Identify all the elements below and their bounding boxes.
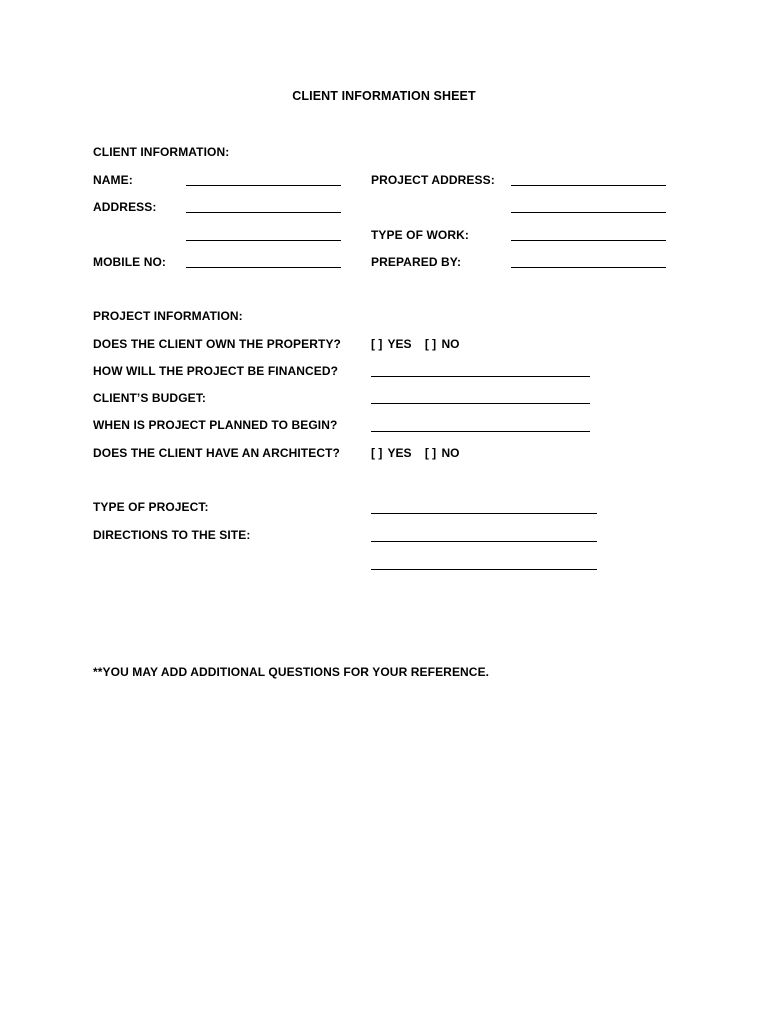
yes-label: YES	[387, 337, 412, 351]
name-field-line[interactable]	[186, 185, 341, 186]
financed-field-line[interactable]	[371, 376, 590, 377]
directions-label: DIRECTIONS TO THE SITE:	[93, 528, 251, 542]
prepared-by-field-line[interactable]	[511, 267, 666, 268]
address-label: ADDRESS:	[93, 200, 157, 214]
architect-question: DOES THE CLIENT HAVE AN ARCHITECT?	[93, 446, 340, 460]
checkbox[interactable]: [ ]	[424, 337, 437, 351]
name-label: NAME:	[93, 173, 133, 187]
checkbox[interactable]: [ ]	[371, 337, 383, 351]
budget-question: CLIENT’S BUDGET:	[93, 391, 206, 405]
budget-field-line[interactable]	[371, 403, 590, 404]
page-title: CLIENT INFORMATION SHEET	[292, 89, 476, 103]
address-field-line-1[interactable]	[186, 212, 341, 213]
type-of-work-field-line[interactable]	[511, 240, 666, 241]
type-of-project-field-line[interactable]	[371, 513, 597, 514]
yes-label: YES	[387, 446, 412, 460]
checkbox[interactable]: [ ]	[424, 446, 437, 460]
architect-yes-option[interactable]	[371, 446, 411, 460]
project-address-field-line-2[interactable]	[511, 212, 666, 213]
own-property-yes-option[interactable]	[371, 337, 411, 351]
project-address-label: PROJECT ADDRESS:	[371, 173, 495, 187]
begin-question: WHEN IS PROJECT PLANNED TO BEGIN?	[93, 418, 338, 432]
financed-question: HOW WILL THE PROJECT BE FINANCED?	[93, 364, 339, 378]
project-address-field-line[interactable]	[511, 185, 666, 186]
mobile-no-field-line[interactable]	[186, 267, 341, 268]
prepared-by-label: PREPARED BY:	[371, 255, 462, 269]
no-label: NO	[441, 337, 460, 351]
own-property-question: DOES THE CLIENT OWN THE PROPERTY?	[93, 337, 341, 351]
no-label: NO	[441, 446, 460, 460]
footer-note: **YOU MAY ADD ADDITIONAL QUESTIONS FOR YOUR REFERENCE.	[93, 665, 490, 679]
directions-field-line-2[interactable]	[371, 569, 597, 570]
architect-no-option[interactable]	[425, 446, 460, 460]
address-field-line-2[interactable]	[186, 240, 341, 241]
project-information-heading: PROJECT INFORMATION:	[93, 309, 243, 323]
begin-field-line[interactable]	[371, 431, 590, 432]
own-property-choices	[371, 337, 459, 351]
client-information-heading: CLIENT INFORMATION:	[93, 145, 230, 159]
own-property-no-option[interactable]	[425, 337, 460, 351]
mobile-no-label: MOBILE NO:	[93, 255, 166, 269]
checkbox[interactable]: [ ]	[371, 446, 383, 460]
directions-field-line-1[interactable]	[371, 541, 597, 542]
architect-choices	[371, 446, 459, 460]
type-of-project-label: TYPE OF PROJECT:	[93, 500, 209, 514]
type-of-work-label: TYPE OF WORK:	[371, 228, 469, 242]
